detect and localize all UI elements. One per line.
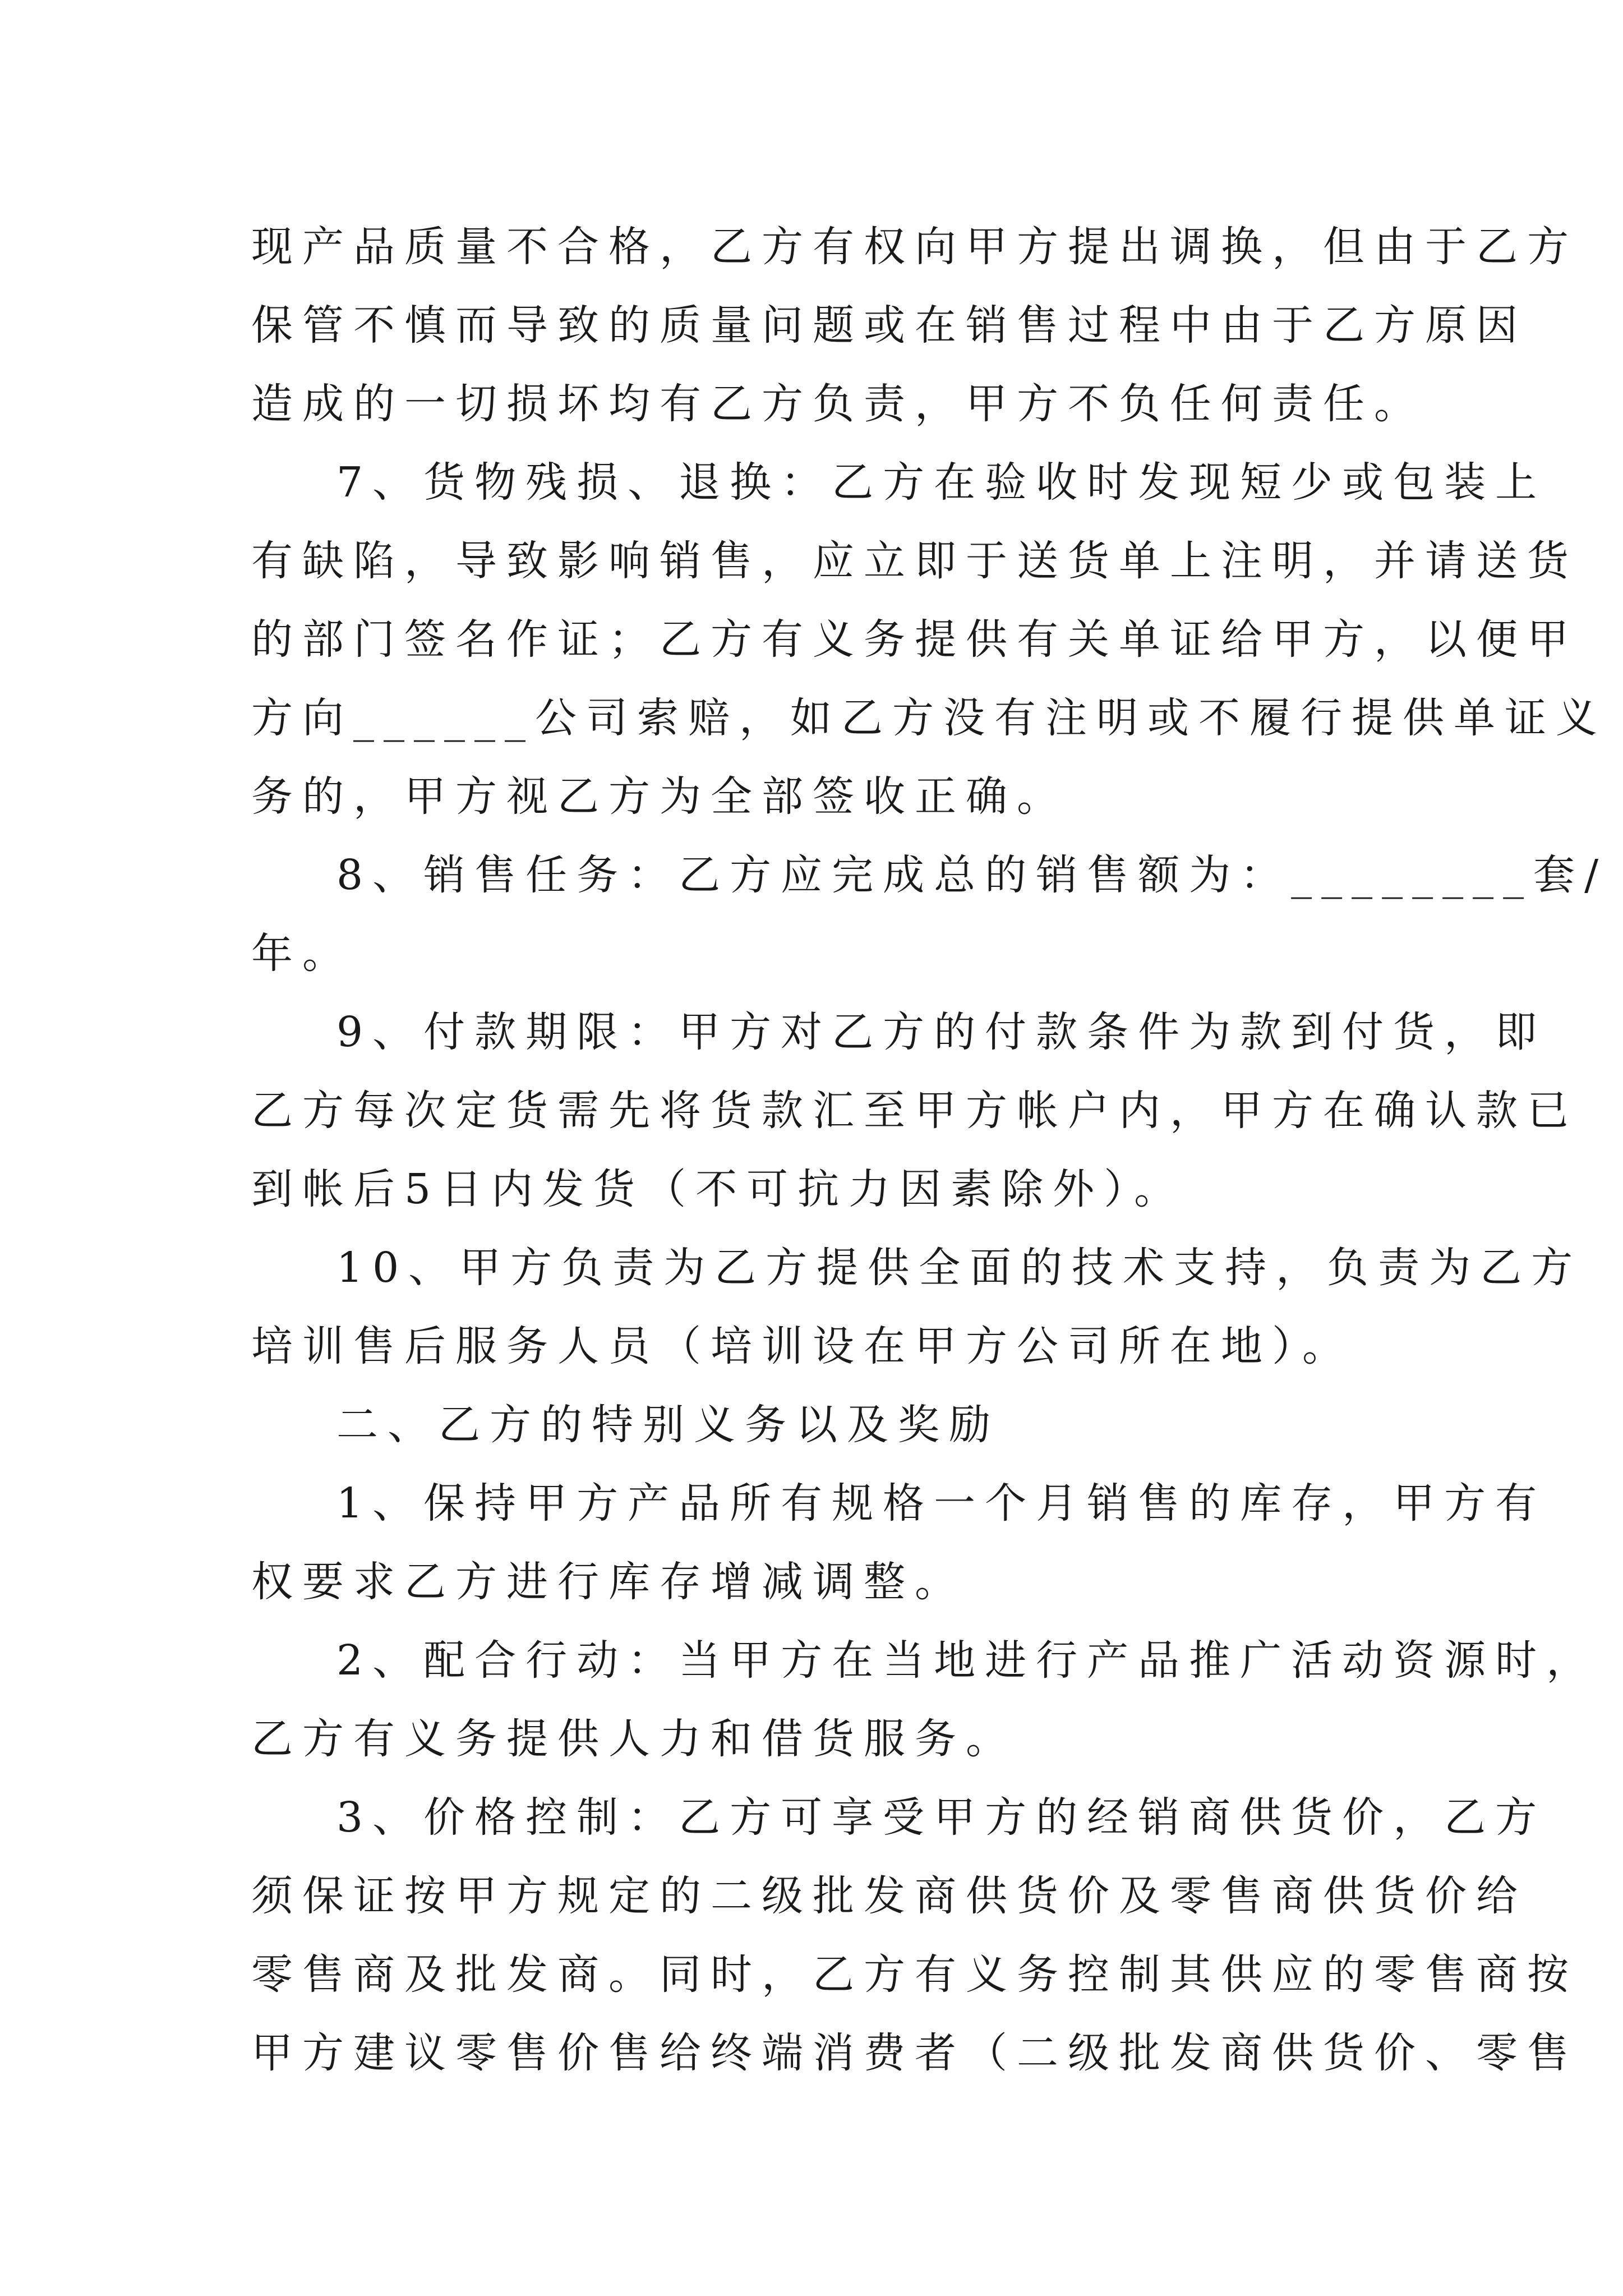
text-line: 甲方建议零售价售给终端消费者（二级批发商供货价、零售 [251, 2029, 1578, 2077]
section-heading: 二、乙方的特别义务以及奖励 [336, 1401, 1000, 1449]
text-line: 培训售后服务人员（培训设在甲方公司所在地）。 [251, 1322, 1353, 1370]
paragraph-first-line: 3、价格控制：乙方可享受甲方的经销商供货价，乙方 [336, 1793, 1547, 1842]
paragraph-first-line: 2、配合行动：当甲方在当地进行产品推广活动资源时， [336, 1636, 1598, 1685]
text-line: 保管不慎而导致的质量问题或在销售过程中由于乙方原因 [251, 301, 1527, 349]
text-line: 权要求乙方进行库存增减调整。 [251, 1558, 966, 1606]
text-line: 造成的一切损坏均有乙方负责，甲方不负任何责任。 [251, 380, 1425, 428]
paragraph-first-line: 1、保持甲方产品所有规格一个月销售的库存，甲方有 [336, 1479, 1547, 1527]
text-line: 须保证按甲方规定的二级批发商供货价及零售商供货价给 [251, 1872, 1527, 1920]
text-line: 乙方每次定货需先将货款汇至甲方帐户内，甲方在确认款已 [251, 1087, 1578, 1135]
text-line: 务的，甲方视乙方为全部签收正确。 [251, 772, 1068, 821]
text-line: 到帐后5日内发货（不可抗力因素除外）。 [251, 1165, 1186, 1213]
paragraph-first-line: 8、销售任务：乙方应完成总的销售额为：________套/ [336, 851, 1608, 899]
text-line: 年。 [251, 930, 353, 978]
paragraph-first-line: 9、付款期限：甲方对乙方的付款条件为款到付货，即 [336, 1008, 1547, 1056]
text-line: 零售商及批发商。同时，乙方有义务控制其供应的零售商按 [251, 1950, 1578, 1999]
text-line: 的部门签名作证；乙方有义务提供有关单证给甲方，以便甲 [251, 615, 1578, 664]
text-line: 有缺陷，导致影响销售，应立即于送货单上注明，并请送货 [251, 537, 1578, 585]
paragraph-first-line: 7、货物残损、退换：乙方在验收时发现短少或包装上 [336, 458, 1547, 507]
text-line: 乙方有义务提供人力和借货服务。 [251, 1715, 1017, 1763]
text-line: 现产品质量不合格，乙方有权向甲方提出调换，但由于乙方 [251, 223, 1578, 271]
text-line: 方向______公司索赔，如乙方没有注明或不履行提供单证义 [251, 694, 1607, 742]
paragraph-first-line: 10、甲方负责为乙方提供全面的技术支持，负责为乙方 [336, 1244, 1583, 1292]
